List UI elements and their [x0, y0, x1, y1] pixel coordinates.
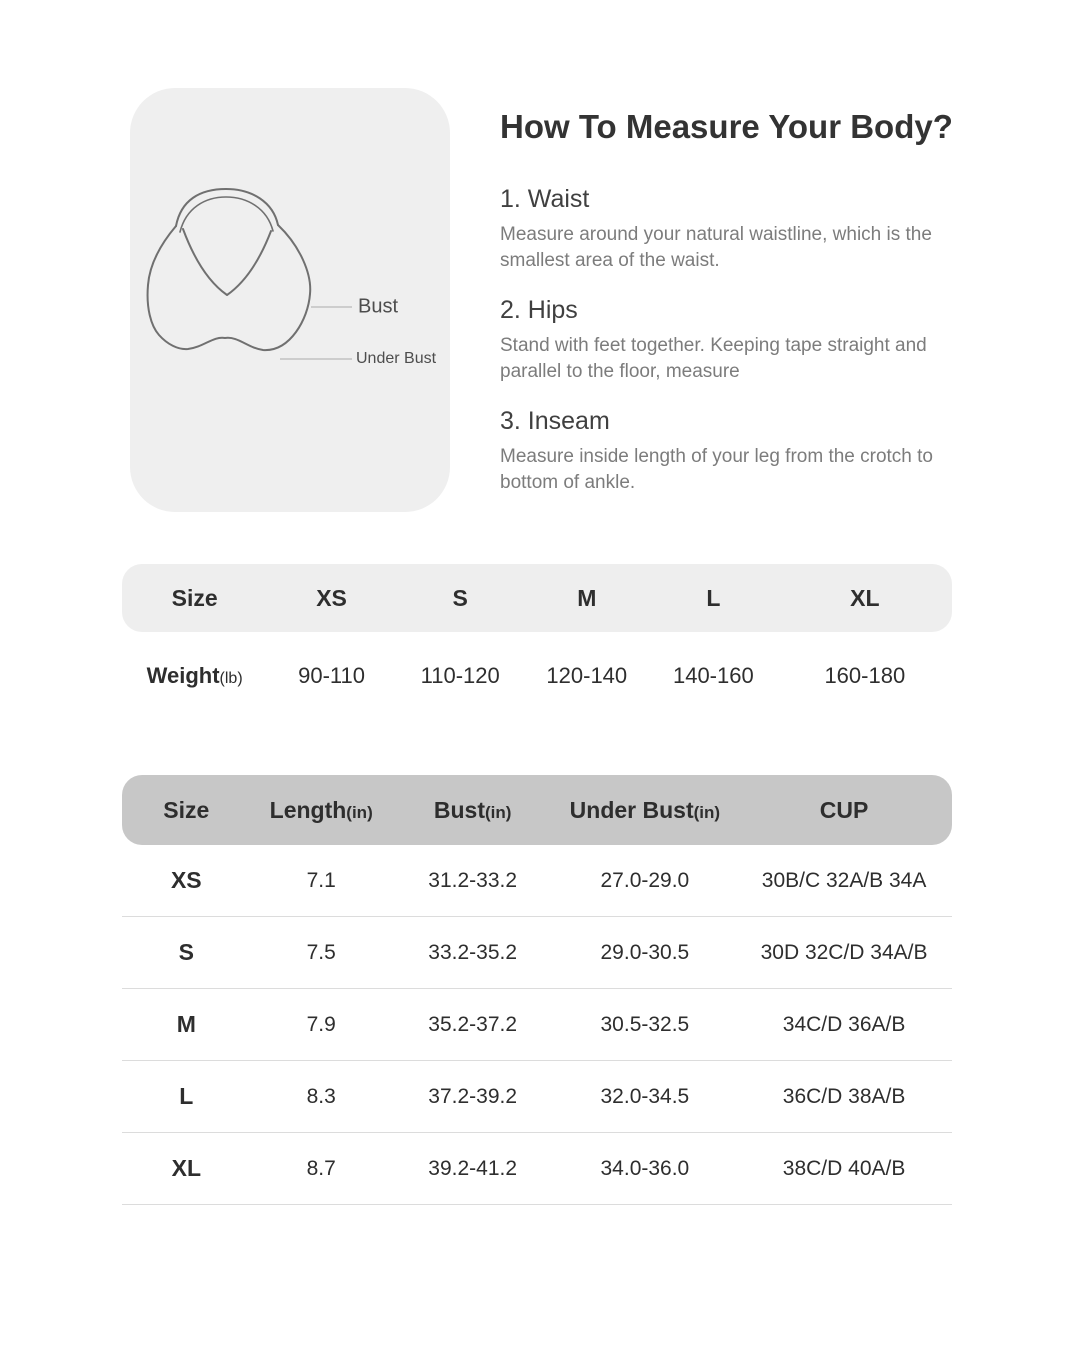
col-cup: CUP — [819, 796, 869, 823]
table-row-m — [122, 989, 952, 1061]
size-chart-table — [122, 775, 952, 1205]
table-row-s — [122, 917, 952, 989]
row-under-bust: 29.0-30.5 — [600, 940, 690, 964]
weight-value-xs: 90-110 — [298, 663, 365, 688]
row-size: XL — [171, 1155, 202, 1181]
measure-instructions — [500, 106, 970, 517]
col-length: Length(in) — [269, 796, 373, 823]
row-size: XS — [170, 867, 202, 893]
table-row-xs — [122, 845, 952, 917]
col-under-bust: Under Bust(in) — [569, 796, 721, 823]
weight-value-xl: 160-180 — [824, 663, 906, 688]
row-cup: 38C/D 40A/B — [782, 1156, 906, 1180]
page-title: How To Measure Your Body? — [500, 108, 953, 145]
size-table-header — [122, 775, 952, 845]
step-hips-text: Stand with feet together. Keeping tape straight and parallel to the floor, measure — [500, 335, 927, 382]
row-bust: 39.2-41.2 — [428, 1156, 518, 1180]
weight-header-m: M — [577, 584, 597, 611]
step-waist-text: Measure around your natural waistline, which is the smallest area of the waist. — [500, 224, 932, 271]
row-size: S — [178, 939, 194, 965]
bust-label: Bust — [358, 295, 399, 318]
weight-header-size: Size — [171, 584, 218, 611]
step-inseam-heading: 3. Inseam — [500, 407, 610, 435]
row-bust: 35.2-37.2 — [428, 1012, 518, 1036]
bra-illustration-icon — [130, 88, 450, 512]
row-size: M — [176, 1011, 196, 1037]
row-cup: 34C/D 36A/B — [782, 1012, 906, 1036]
weight-row-label: Weight(lb) — [146, 663, 243, 688]
weight-value-l: 140-160 — [672, 663, 754, 688]
step-inseam-text: Measure inside length of your leg from the crotch to bottom of ankle. — [500, 446, 934, 493]
step-waist-heading: 1. Waist — [500, 185, 590, 213]
table-row-l — [122, 1061, 952, 1133]
step-hips-heading: 2. Hips — [500, 296, 578, 324]
row-bust: 37.2-39.2 — [428, 1084, 518, 1108]
under-bust-label: Under Bust — [356, 350, 437, 367]
weight-table-row — [122, 632, 952, 720]
row-under-bust: 32.0-34.5 — [600, 1084, 690, 1108]
row-length: 8.7 — [306, 1156, 336, 1180]
row-under-bust: 30.5-32.5 — [600, 1012, 690, 1036]
row-size: L — [179, 1083, 194, 1109]
row-cup: 30B/C 32A/B 34A — [761, 868, 927, 892]
row-under-bust: 34.0-36.0 — [600, 1156, 690, 1180]
col-bust: Bust(in) — [433, 796, 512, 823]
weight-header-xl: XL — [850, 584, 880, 611]
row-length: 7.9 — [306, 1012, 336, 1036]
row-cup: 30D 32C/D 34A/B — [760, 940, 928, 964]
weight-table-header — [122, 564, 952, 632]
col-size: Size — [163, 796, 210, 823]
weight-value-m: 120-140 — [546, 663, 628, 688]
bra-illustration-box — [130, 88, 450, 512]
row-length: 7.1 — [306, 868, 336, 892]
weight-header-xs: XS — [316, 584, 347, 611]
table-row-xl — [122, 1133, 952, 1205]
row-bust: 33.2-35.2 — [428, 940, 518, 964]
row-bust: 31.2-33.2 — [428, 868, 518, 892]
weight-header-s: S — [452, 584, 468, 611]
row-cup: 36C/D 38A/B — [782, 1084, 906, 1108]
weight-unit: (lb) — [219, 670, 243, 687]
weight-header-l: L — [706, 584, 721, 611]
row-length: 8.3 — [306, 1084, 336, 1108]
row-under-bust: 27.0-29.0 — [600, 868, 690, 892]
weight-table — [122, 564, 952, 720]
weight-value-s: 110-120 — [420, 663, 500, 688]
row-length: 7.5 — [306, 940, 336, 964]
